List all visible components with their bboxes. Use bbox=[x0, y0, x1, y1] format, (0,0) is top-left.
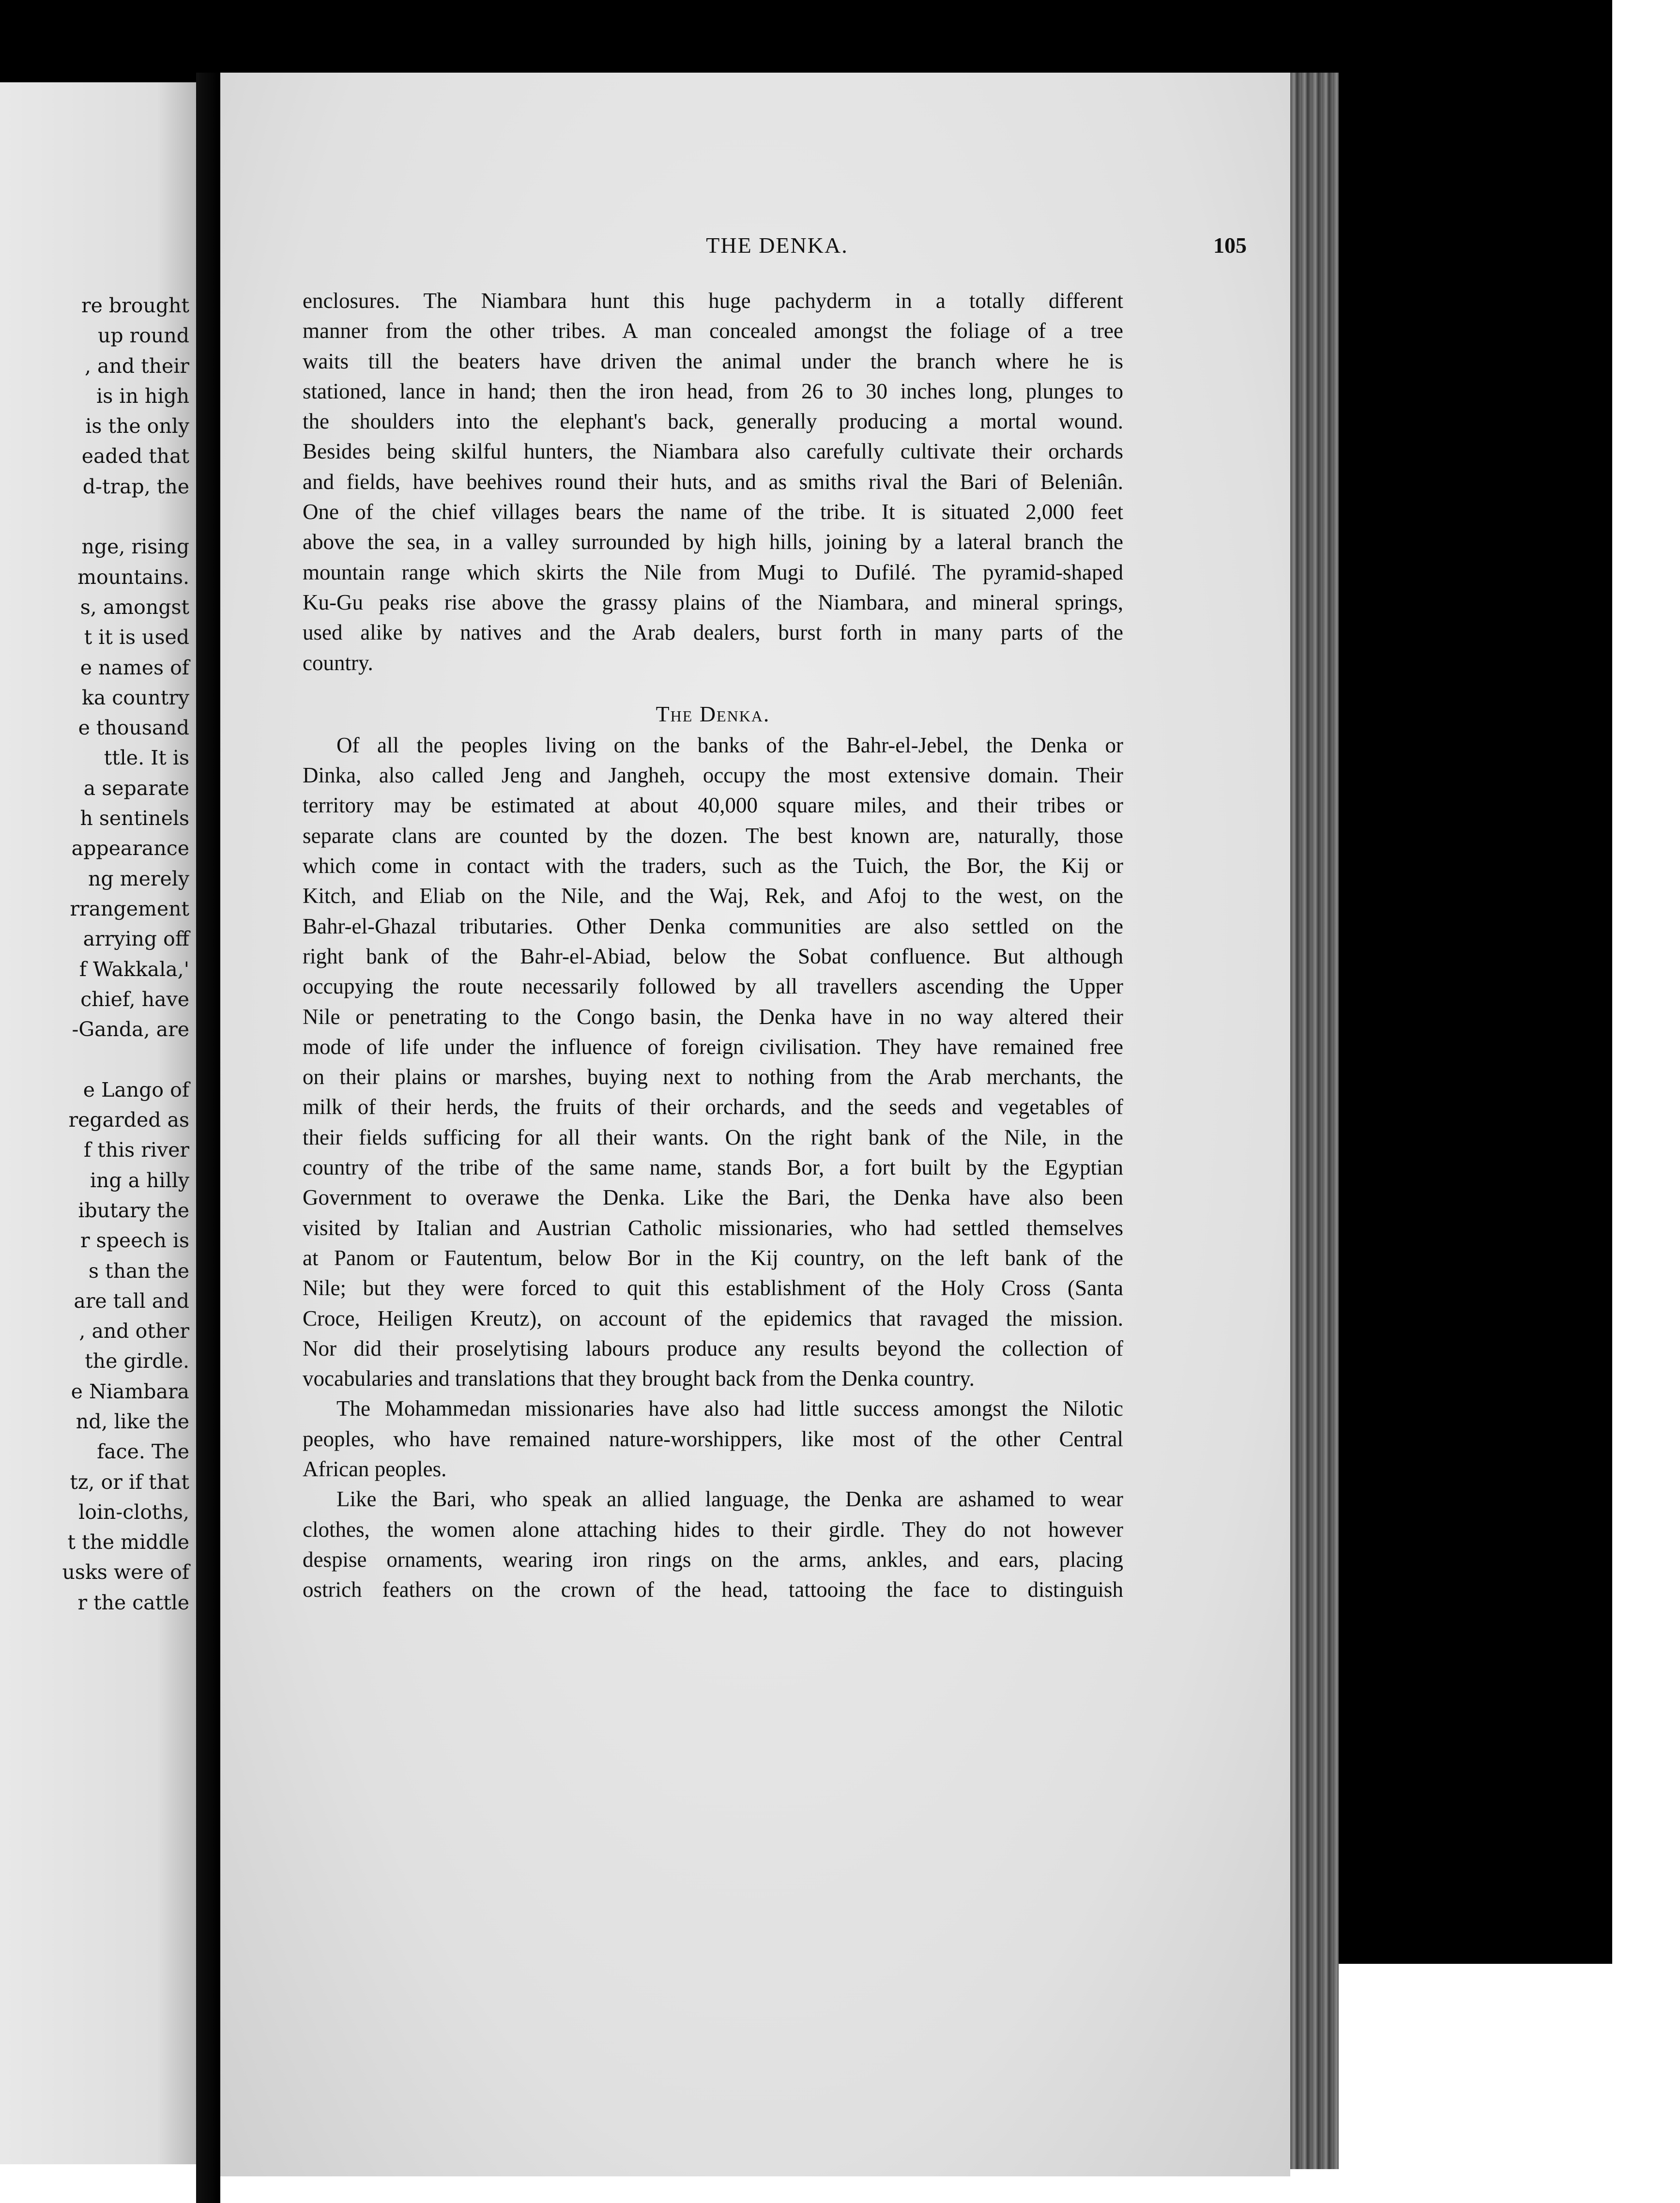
left-page-line: nd, like the bbox=[76, 1409, 189, 1433]
text-line: visited by Italian and Austrian Catholic missionaries, who had settled themselves bbox=[303, 1215, 1123, 1240]
left-page-line: usks were of bbox=[62, 1560, 189, 1584]
left-page-line: r the cattle bbox=[77, 1591, 189, 1614]
scan-right-margin bbox=[1612, 0, 1680, 1964]
scan-top-border bbox=[0, 0, 1612, 45]
left-page-line: e thousand bbox=[78, 716, 189, 740]
left-page-line: , and other bbox=[79, 1319, 189, 1343]
paragraph-1 bbox=[303, 286, 1123, 678]
text-line: One of the chief villages bears the name of the tribe. It is situated 2,000 feet bbox=[303, 500, 1123, 524]
text-line: used alike by natives and the Arab dealers, burst forth in many parts of the bbox=[303, 620, 1123, 645]
left-page-line: -Ganda, are bbox=[72, 1018, 189, 1041]
left-page-line: ttle. It is bbox=[104, 746, 189, 770]
text-line: despise ornaments, wearing iron rings on the arms, ankles, and ears, placing bbox=[303, 1547, 1123, 1572]
text-line: Ku-Gu peaks rise above the grassy plains of the Niambara, and mineral springs, bbox=[303, 590, 1123, 614]
text-line: country of the tribe of the same name, stands Bor, a fort built by the Egyptian bbox=[303, 1155, 1123, 1180]
text-line: on their plains or marshes, buying next to nothing from the Arab merchants, the bbox=[303, 1065, 1123, 1089]
text-line: their fields sufficing for all their wants. On the right bank of the Nile, in the bbox=[303, 1125, 1123, 1149]
left-page-line: appearance bbox=[71, 837, 189, 860]
left-page-line: mountains. bbox=[77, 565, 189, 589]
section-heading: The Denka. bbox=[656, 701, 770, 726]
left-page bbox=[0, 82, 196, 2164]
left-page-line: e Niambara bbox=[71, 1379, 189, 1403]
text-line: Nile; but they were forced to quit this establishment of the Holy Cross (Santa bbox=[303, 1276, 1123, 1300]
text-line: right bank of the Bahr-el-Abiad, below the Sobat confluence. But although bbox=[303, 944, 1123, 968]
text-line: stationed, lance in hand; then the iron head, from 26 to 30 inches long, plunges to bbox=[303, 379, 1123, 403]
text-line: Nile or penetrating to the Congo basin, the Denka have in no way altered their bbox=[303, 1004, 1123, 1029]
left-page-line: regarded as bbox=[68, 1108, 189, 1132]
left-page-line: r speech is bbox=[80, 1229, 189, 1253]
left-page-line: tz, or if that bbox=[70, 1470, 189, 1494]
left-page-line bbox=[0, 1044, 196, 1074]
text-line: occupying the route necessarily followed by all travellers ascending the Upper bbox=[303, 974, 1123, 999]
left-page-line: t the middle bbox=[67, 1530, 189, 1554]
text-line: vocabularies and translations that they brought back from the Denka country. bbox=[303, 1366, 975, 1391]
left-page-line: chief, have bbox=[80, 987, 189, 1011]
left-page-line: ing a hilly bbox=[90, 1168, 189, 1192]
left-page-line: , and their bbox=[84, 354, 189, 378]
paragraph-2 bbox=[303, 730, 1123, 1394]
text-line: mode of life under the influence of foreign civilisation. They have remained free bbox=[303, 1034, 1123, 1059]
text-line: which come in contact with the traders, such as the Tuich, the Bor, the Kij or bbox=[303, 854, 1123, 878]
left-page-line: up round bbox=[97, 324, 189, 348]
page-edges bbox=[1290, 73, 1339, 2169]
left-page-line: face. The bbox=[97, 1440, 189, 1464]
text-line: The Mohammedan missionaries have also had little success amongst the Nilotic bbox=[336, 1396, 1123, 1421]
left-page-line: e names of bbox=[80, 656, 189, 679]
paragraph-3 bbox=[303, 1393, 1123, 1484]
left-page-line: s, amongst bbox=[80, 595, 189, 619]
text-line: above the sea, in a valley surrounded by high hills, joining by a lateral branch the bbox=[303, 530, 1123, 554]
text-line: African peoples. bbox=[303, 1456, 447, 1481]
left-page-line: rrangement bbox=[70, 897, 189, 920]
right-page bbox=[220, 73, 1290, 2176]
left-page-line: ibutary the bbox=[78, 1198, 189, 1222]
body-text bbox=[303, 286, 1123, 1605]
book-gutter bbox=[196, 73, 220, 2203]
text-line: country. bbox=[303, 650, 373, 675]
left-page-text bbox=[0, 291, 196, 1618]
text-line: waits till the beaters have driven the animal under the branch where he is bbox=[303, 349, 1123, 373]
running-head bbox=[220, 232, 1290, 271]
running-title: THE DENKA. bbox=[706, 233, 848, 258]
left-page-line: are tall and bbox=[74, 1289, 189, 1313]
text-line: ostrich feathers on the crown of the head, tattooing the face to distinguish bbox=[303, 1577, 1123, 1602]
text-line: and fields, have beehives round their huts, and as smiths rival the Bari of Beleniân. bbox=[303, 469, 1123, 494]
text-line: territory may be estimated at about 40,000 square miles, and their tribes or bbox=[303, 793, 1123, 818]
text-line: separate clans are counted by the dozen. The best known are, naturally, those bbox=[303, 823, 1123, 848]
text-line: mountain range which skirts the Nile from Mugi to Dufilé. The pyramid-shaped bbox=[303, 560, 1123, 584]
page-number: 105 bbox=[1213, 233, 1247, 258]
text-line: milk of their herds, the fruits of their orchards, and the seeds and vegetables of bbox=[303, 1095, 1123, 1119]
text-line: at Panom or Fautentum, below Bor in the Kij country, on the left bank of the bbox=[303, 1245, 1123, 1270]
text-line: peoples, who have remained nature-worshippers, like most of the other Central bbox=[303, 1426, 1123, 1451]
left-page-line: e Lango of bbox=[83, 1078, 189, 1102]
text-line: Bahr-el-Ghazal tributaries. Other Denka communities are also settled on the bbox=[303, 914, 1123, 938]
left-page-line bbox=[0, 502, 196, 532]
left-page-line: the girdle. bbox=[85, 1349, 189, 1373]
left-page-line: t it is used bbox=[84, 626, 189, 649]
left-page-line: s than the bbox=[89, 1259, 189, 1283]
left-page-line: loin-cloths, bbox=[78, 1500, 189, 1524]
text-line: Of all the peoples living on the banks of the Bahr-el-Jebel, the Denka or bbox=[336, 733, 1123, 757]
paragraph-4 bbox=[303, 1484, 1123, 1605]
left-page-line: a separate bbox=[83, 776, 189, 800]
left-page-line: f Wakkala,' bbox=[79, 957, 189, 981]
left-page-line: eaded that bbox=[81, 444, 189, 468]
text-line: the shoulders into the elephant's back, generally producing a mortal wound. bbox=[303, 409, 1123, 434]
text-line: Kitch, and Eliab on the Nile, and the Waj, Rek, and Afoj to the west, on the bbox=[303, 884, 1123, 908]
left-page-line: h sentinels bbox=[80, 807, 189, 830]
text-line: Like the Bari, who speak an allied language, the Denka are ashamed to wear bbox=[336, 1487, 1123, 1512]
text-line: manner from the other tribes. A man concealed amongst the foliage of a tree bbox=[303, 319, 1123, 343]
text-line: Dinka, also called Jeng and Jangheh, occupy the most extensive domain. Their bbox=[303, 763, 1123, 788]
left-page-line: ng merely bbox=[88, 867, 189, 890]
text-line: Besides being skilful hunters, the Niambara also carefully cultivate their orchards bbox=[303, 439, 1123, 464]
left-page-line: arrying off bbox=[83, 927, 189, 951]
text-line: Nor did their proselytising labours produce any results beyond the collection of bbox=[303, 1336, 1123, 1361]
text-line: clothes, the women alone attaching hides to their girdle. They do not however bbox=[303, 1517, 1123, 1542]
text-line: Government to overawe the Denka. Like the Bari, the Denka have also been bbox=[303, 1185, 1123, 1210]
left-page-line: nge, rising bbox=[81, 535, 189, 559]
left-page-line: d-trap, the bbox=[82, 474, 189, 498]
left-page-line: is the only bbox=[85, 414, 189, 438]
text-line: Croce, Heiligen Kreutz), on account of the epidemics that ravaged the mission. bbox=[303, 1306, 1123, 1331]
left-page-line: is in high bbox=[96, 384, 189, 408]
left-page-line: ka country bbox=[81, 686, 189, 709]
text-line: enclosures. The Niambara hunt this huge pachyderm in a totally different bbox=[303, 289, 1123, 313]
left-page-line: re brought bbox=[81, 294, 189, 317]
left-page-line: f this river bbox=[83, 1138, 189, 1162]
